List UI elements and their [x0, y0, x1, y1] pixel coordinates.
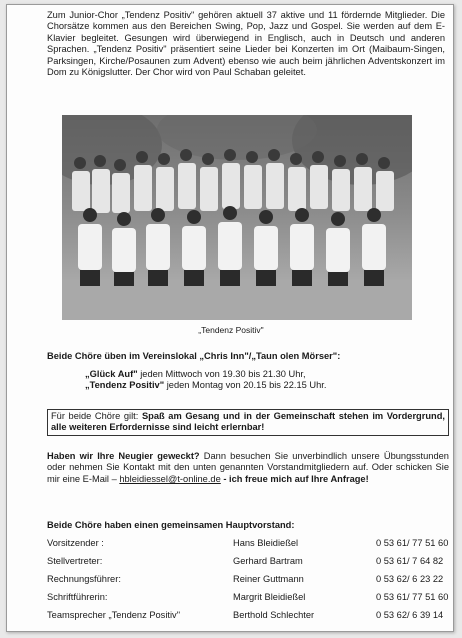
choir-photo [62, 115, 412, 320]
board-role: Stellvertreter: [47, 556, 103, 566]
rehearsal-heading: Beide Chöre üben im Vereinslokal „Chris Inn"/„Taun olen Mörser": [47, 351, 341, 361]
choir-photo-image [62, 115, 412, 320]
board-name: Gerhard Bartram [233, 556, 303, 566]
board-row [47, 610, 449, 623]
document-page [6, 4, 454, 632]
board-role: Vorsitzender : [47, 538, 104, 548]
board-phone: 0 53 61/ 77 51 60 [376, 538, 449, 548]
board-row [47, 556, 449, 569]
rehearsal-line-tendenz-positiv: „Tendenz Positiv" jeden Montag von 20.15 bis 22.15 Uhr. [85, 380, 327, 391]
rehearsal-times [85, 369, 445, 392]
invitation-paragraph: Haben wir Ihre Neugier geweckt? Dann besuchen Sie unverbindlich unsere Übungsstunden oder nehmen Sie Kontakt mit den unten genannten Vorstandmitgliedern auf. Oder schicken Sie mir eine E-Mail – hbleidiessel@t-online.de - ich freue mich auf Ihre Anfrage! [47, 451, 449, 484]
board-phone: 0 53 62/ 6 39 14 [376, 610, 444, 620]
board-phone: 0 53 61/ 7 64 82 [376, 556, 444, 566]
motto-box: Für beide Chöre gilt: Spaß am Gesang und in der Gemeinschaft stehen im Vordergrund, alle weiteren Erfordernisse sind leicht erlernbar! [47, 409, 449, 436]
board-name: Berthold Schlechter [233, 610, 315, 620]
board-row [47, 592, 449, 605]
board-role: Schriftführerin: [47, 592, 108, 602]
intro-paragraph: Zum Junior-Chor „Tendenz Positiv" gehören aktuell 37 aktive und 11 fördernde Mitglieder. Die Chorsätze kommen aus den Bereichen Swing, Pop, Jazz und Gospel. Sie werden auf dem E-Klavier begleitet. Gesungen wird überwiegend in Englisch, auch in Deutsch und anderen Sprachen. „Tendenz Positiv" präsentiert seine Lieder bei Konzerten im Ort (Maibaum-Singen, Parksingen, Kirche/Posaunen zum Advent) ebenso wie auch beim jährlichen Adventskonzert im Dom zu Königslutter. Der Chor wird von Paul Schaban geleitet. [47, 10, 445, 78]
board-row [47, 538, 449, 551]
board-name: Reiner Guttmann [233, 574, 304, 584]
board-row [47, 574, 449, 587]
board-name: Margrit Bleidießel [233, 592, 306, 602]
rehearsal-line-glueck-auf: „Glück Auf" jeden Mittwoch von 19.30 bis 21.30 Uhr, [85, 369, 306, 379]
board-phone: 0 53 61/ 77 51 60 [376, 592, 449, 602]
board-phone: 0 53 62/ 6 23 22 [376, 574, 444, 584]
board-role: Teamsprecher „Tendenz Positiv" [47, 610, 180, 620]
email-link[interactable]: hbleidiessel@t-online.de [119, 473, 221, 484]
board-role: Rechnungsführer: [47, 574, 121, 584]
board-name: Hans Bleidießel [233, 538, 299, 548]
photo-caption: „Tendenz Positiv" [198, 325, 264, 335]
board-heading: Beide Chöre haben einen gemeinsamen Hauptvorstand: [47, 520, 295, 530]
